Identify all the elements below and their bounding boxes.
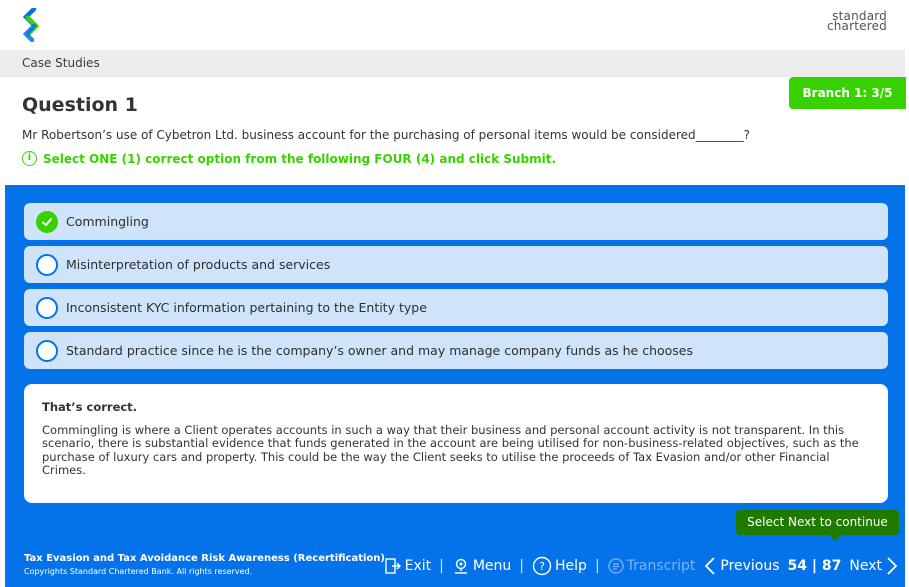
footer xyxy=(5,545,905,587)
chevron-left-icon xyxy=(703,556,717,576)
chevron-right-icon xyxy=(885,556,899,576)
next-tooltip: Select Next to continue xyxy=(736,510,899,535)
option-label: Inconsistent KYC information pertaining to the Entity type xyxy=(66,300,427,315)
option-1[interactable] xyxy=(24,203,888,240)
separator: | xyxy=(594,558,600,574)
feedback-title: That’s correct. xyxy=(42,400,138,414)
option-2[interactable] xyxy=(24,246,888,283)
copyright: Copyrights Standard Chartered Bank. All rights reserved. xyxy=(24,567,253,576)
map-pin-icon xyxy=(452,557,470,575)
question-title: Question 1 xyxy=(22,94,138,116)
branch-badge: Branch 1: 3/5 xyxy=(789,77,906,109)
help-icon xyxy=(532,556,552,576)
radio-checked-icon[interactable] xyxy=(36,211,58,233)
radio-icon[interactable] xyxy=(36,340,58,362)
exit-button[interactable]: Exit xyxy=(384,557,432,575)
footer-nav xyxy=(384,545,899,587)
option-label: Commingling xyxy=(66,214,149,229)
course-title: Tax Evasion and Tax Avoidance Risk Awareness (Recertification) xyxy=(24,553,385,564)
help-button[interactable]: ? Help xyxy=(532,556,587,576)
header xyxy=(0,0,909,50)
transcript-icon xyxy=(608,558,624,574)
question-text: Mr Robertson’s use of Cybetron Ltd. business account for the purchasing of personal items would be considered________? xyxy=(22,128,750,142)
info-icon: i xyxy=(22,151,37,166)
option-3[interactable] xyxy=(24,289,888,326)
previous-button[interactable]: Previous xyxy=(703,556,779,576)
separator: | xyxy=(439,558,444,574)
answer-panel xyxy=(5,185,905,545)
breadcrumb: Case Studies xyxy=(0,50,905,77)
svg-text:?: ? xyxy=(539,560,545,573)
separator: | xyxy=(519,558,525,574)
radio-icon[interactable] xyxy=(36,254,58,276)
radio-icon[interactable] xyxy=(36,297,58,319)
feedback-box xyxy=(24,384,888,503)
option-label: Standard practice since he is the company’s owner and may manage company funds as he chooses xyxy=(66,343,694,358)
instruction xyxy=(22,151,556,166)
option-label: Misinterpretation of products and services xyxy=(66,257,331,272)
brand-wordmark: standard chartered xyxy=(826,9,887,33)
standard-chartered-logo xyxy=(20,8,44,42)
page-counter: 54 | 87 xyxy=(787,558,842,574)
next-button[interactable]: Next xyxy=(849,556,899,576)
menu-button[interactable]: Menu xyxy=(452,557,511,575)
option-4[interactable] xyxy=(24,332,888,369)
instruction-text: Select ONE (1) correct option from the following FOUR (4) and click Submit. xyxy=(43,151,557,166)
transcript-button[interactable]: Transcript xyxy=(608,558,696,574)
feedback-body: Commingling is where a Client operates accounts in such a way that their business and personal account activity is not transparent. In this scenario, there is substantial evidence that funds generated in the account are being utilised for non-business-related objectives, such as the purchase of luxury cars and property. This could be the way the Client seeks to utilise the proceeds of Tax Evasion and/or other Financial Crimes. xyxy=(42,422,859,477)
exit-icon xyxy=(384,557,402,575)
